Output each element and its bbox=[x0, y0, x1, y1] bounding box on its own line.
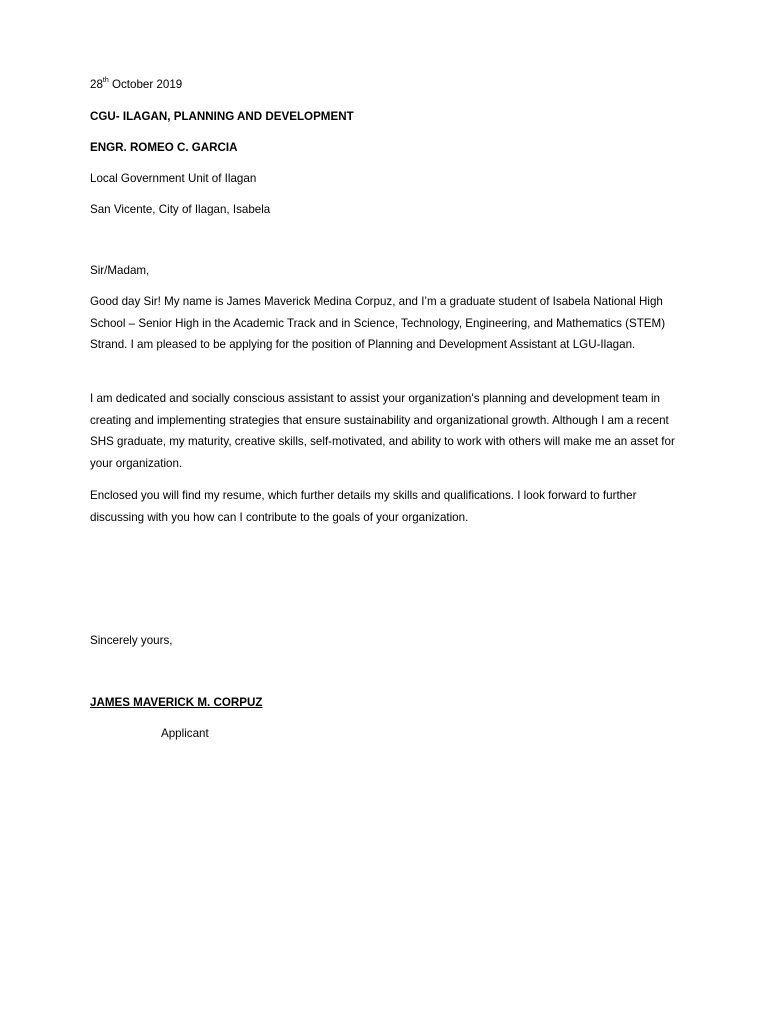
date-day: 28 bbox=[90, 78, 103, 91]
recipient-address-line2: San Vicente, City of Ilagan, Isabela bbox=[90, 203, 271, 216]
body-paragraph-2: I am dedicated and socially conscious assistant to assist your organization's planning and development team in creating and implementing strategies that ensure sustainability and organizational growth. Although I am a recent SHS graduate, my maturity, creative skills, self-motivated, and ability to work with others will make me an asset for your organization. bbox=[90, 392, 675, 470]
recipient-address-line1: Local Government Unit of Ilagan bbox=[90, 172, 257, 185]
signer-role: Applicant bbox=[161, 727, 209, 740]
body-paragraph-3: Enclosed you will find my resume, which further details my skills and qualifications. I look forward to further discussing with you how can I contribute to the goals of your organization. bbox=[90, 489, 637, 524]
recipient-name: ENGR. ROMEO C. GARCIA bbox=[90, 141, 238, 154]
salutation: Sir/Madam, bbox=[90, 264, 150, 277]
letter-date bbox=[90, 74, 182, 96]
signer-name: JAMES MAVERICK M. CORPUZ bbox=[90, 696, 263, 709]
body-paragraph-1: Good day Sir! My name is James Maverick Medina Corpuz, and I’m a graduate student of Isabela National High School – Senior High in the Academic Track and in Science, Technology, Engineering, and Mathematics (STEM) Strand. I am pleased to be applying for the position of Planning and Development Assistant at LGU-Ilagan. bbox=[90, 295, 666, 351]
date-suffix: th bbox=[102, 77, 109, 85]
recipient-organization: CGU- ILAGAN, PLANNING AND DEVELOPMENT bbox=[90, 110, 354, 123]
date-rest: October 2019 bbox=[108, 78, 183, 91]
closing: Sincerely yours, bbox=[90, 634, 173, 647]
